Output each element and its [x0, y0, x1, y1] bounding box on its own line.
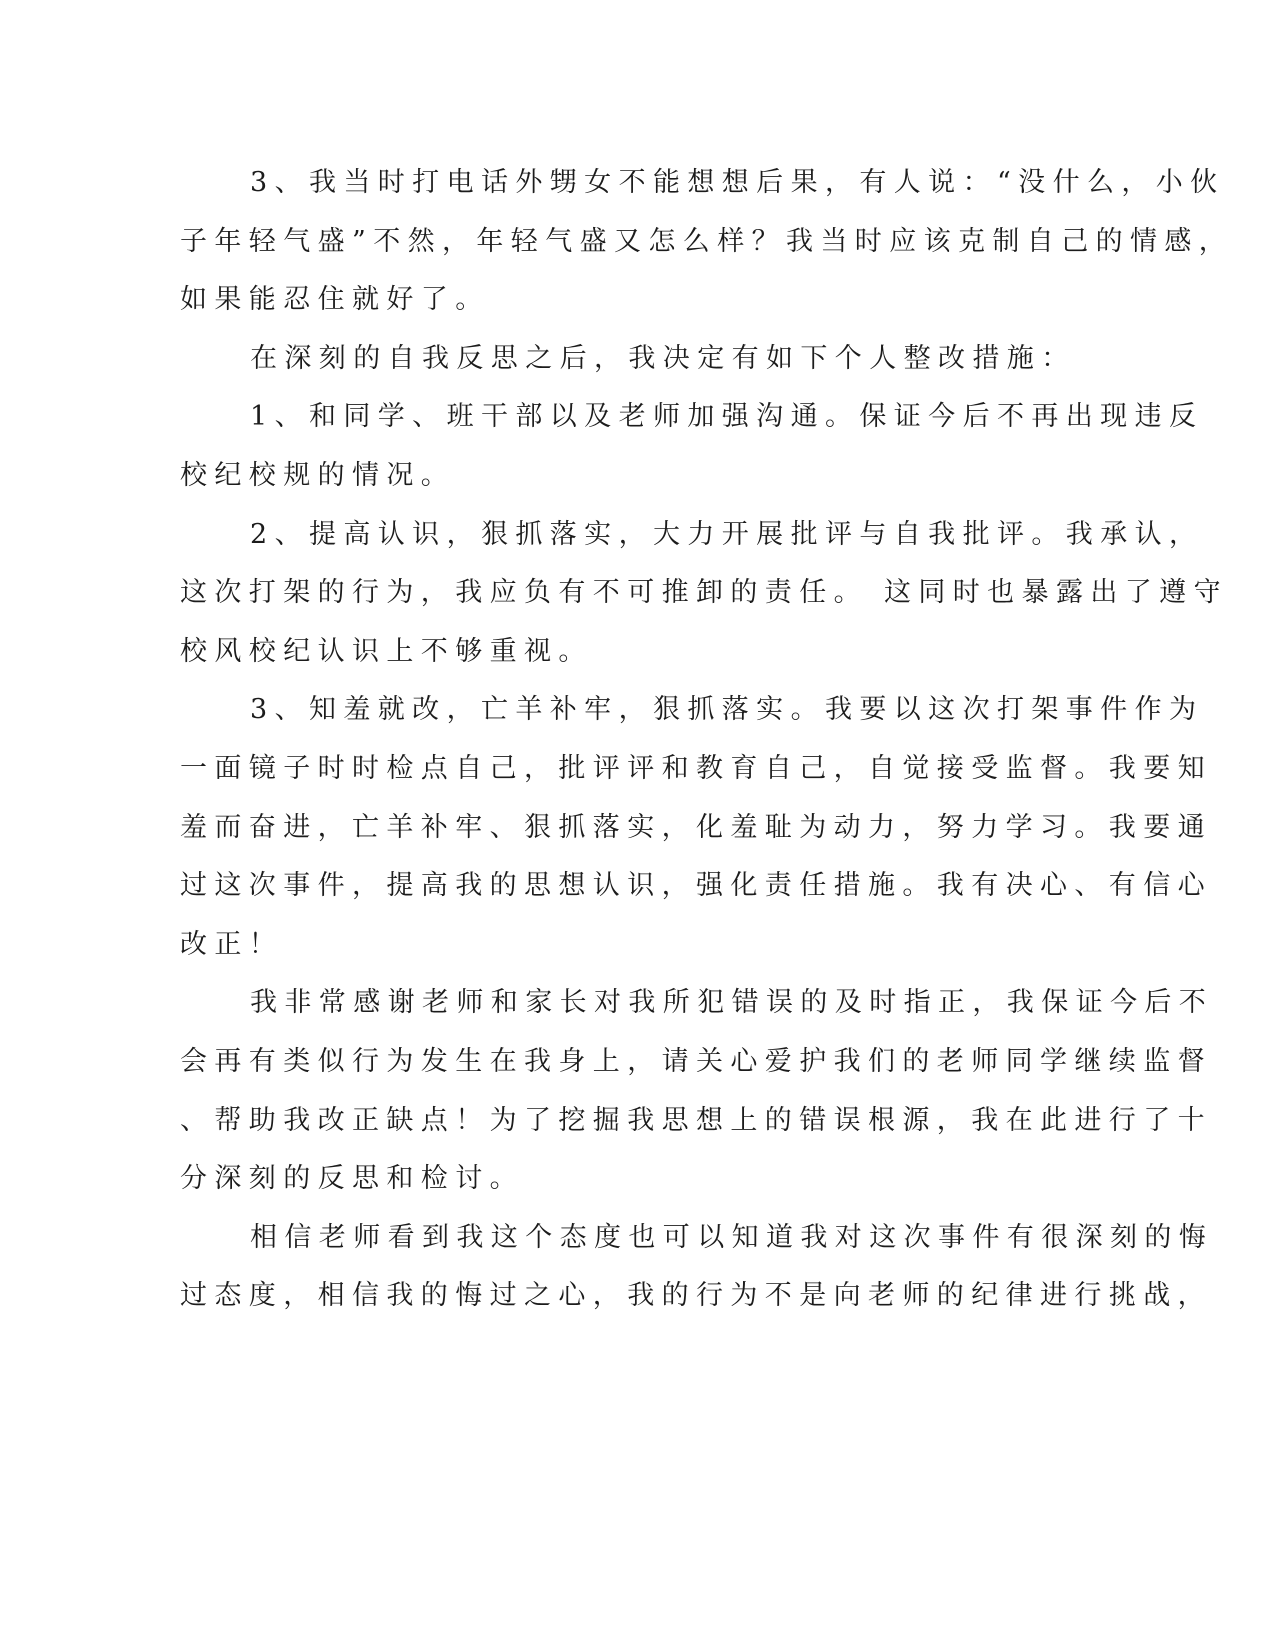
- text-line: 改正！: [180, 929, 284, 960]
- text-line: 这次打架的行为，我应负有不可推卸的责任。 这同时也暴露出了遵守: [180, 577, 1228, 608]
- text-line: 相信老师看到我这个态度也可以知道我对这次事件有很深刻的悔: [250, 1222, 1214, 1253]
- text-line: 在深刻的自我反思之后，我决定有如下个人整改措施：: [250, 343, 1076, 374]
- text-line: 校风校纪认识上不够重视。: [180, 636, 593, 667]
- text-line: 1、和同学、班干部以及老师加强沟通。保证今后不再出现违反: [250, 401, 1204, 432]
- text-line: 子年轻气盛”不然，年轻气盛又怎么样？我当时应该克制自己的情感，: [180, 226, 1234, 257]
- text-line: 2、提高认识，狠抓落实，大力开展批评与自我批评。我承认，: [250, 519, 1204, 550]
- text-line: 校纪校规的情况。: [180, 460, 456, 491]
- text-line: 我非常感谢老师和家长对我所犯错误的及时指正，我保证今后不: [250, 987, 1214, 1018]
- text-line: 分深刻的反思和检讨。: [180, 1163, 524, 1194]
- text-line: 会再有类似行为发生在我身上，请关心爱护我们的老师同学继续监督: [180, 1046, 1212, 1077]
- text-line: 、帮助我改正缺点！为了挖掘我思想上的错误根源，我在此进行了十: [180, 1105, 1212, 1136]
- text-line: 3、我当时打电话外甥女不能想想后果，有人说：“没什么，小伙: [250, 167, 1225, 198]
- text-line: 羞而奋进，亡羊补牢、狠抓落实，化羞耻为动力，努力学习。我要通: [180, 812, 1212, 843]
- text-line: 3、知羞就改，亡羊补牢，狠抓落实。我要以这次打架事件作为: [250, 694, 1204, 725]
- text-line: 过这次事件，提高我的思想认识，强化责任措施。我有决心、有信心: [180, 870, 1212, 901]
- text-line: 如果能忍住就好了。: [180, 284, 490, 315]
- text-line: 一面镜子时时检点自己，批评评和教育自己，自觉接受监督。我要知: [180, 753, 1212, 784]
- text-line: 过态度，相信我的悔过之心，我的行为不是向老师的纪律进行挑战，: [180, 1280, 1212, 1311]
